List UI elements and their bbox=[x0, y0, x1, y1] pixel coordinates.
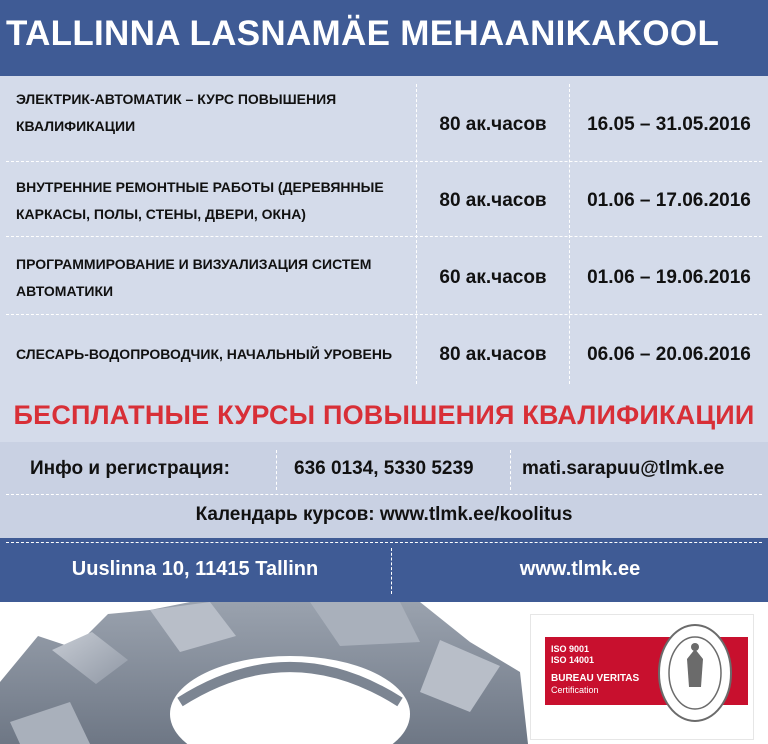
free-courses-text: БЕСПЛАТНЫЕ КУРСЫ ПОВЫШЕНИЯ КВАЛИФИКАЦИИ bbox=[13, 400, 755, 430]
course-dates: 16.05 – 31.05.2016 bbox=[587, 114, 751, 135]
course-name bbox=[16, 341, 396, 368]
course-table bbox=[0, 76, 768, 390]
course-hours: 80 ак.часов bbox=[439, 114, 547, 135]
course-name-line: СЛЕСАРЬ-ВОДОПРОВОДЧИК, НАЧАЛЬНЫЙ УРОВЕНЬ bbox=[16, 346, 393, 362]
header-banner bbox=[0, 0, 768, 76]
certification-badge bbox=[545, 637, 748, 705]
course-calendar-link[interactable]: Календарь курсов: www.tlmk.ee/koolitus bbox=[195, 504, 573, 525]
course-hours: 60 ак.часов bbox=[439, 267, 547, 288]
column-divider bbox=[510, 450, 511, 490]
info-section bbox=[0, 442, 768, 538]
course-hours: 80 ак.часов bbox=[439, 344, 547, 365]
footer-top-divider bbox=[6, 542, 762, 543]
row-divider bbox=[6, 494, 762, 495]
school-title: TALLINNA LASNAMÄE MEHAANIKAKOOL bbox=[6, 14, 720, 53]
website-link[interactable]: www.tlmk.ee bbox=[519, 558, 641, 580]
course-name bbox=[16, 86, 396, 140]
course-name-line: ПРОГРАММИРОВАНИЕ И ВИЗУАЛИЗАЦИЯ СИСТЕМ bbox=[16, 256, 372, 272]
column-divider bbox=[416, 84, 417, 384]
iso-9001-label: ISO 9001 bbox=[551, 644, 590, 654]
column-divider bbox=[569, 84, 570, 384]
certification-label: Certification bbox=[551, 685, 599, 695]
course-name-line: КАРКАСЫ, ПОЛЫ, СТЕНЫ, ДВЕРИ, ОКНА) bbox=[16, 206, 306, 222]
iso-14001-label: ISO 14001 bbox=[551, 655, 595, 665]
course-name bbox=[16, 251, 396, 305]
bureau-veritas-seal-icon bbox=[657, 623, 733, 723]
column-divider bbox=[276, 450, 277, 490]
course-name bbox=[16, 174, 396, 228]
course-dates: 06.06 – 20.06.2016 bbox=[587, 344, 751, 365]
row-divider bbox=[6, 161, 762, 162]
course-name-line: ВНУТРЕННИЕ РЕМОНТНЫЕ РАБОТЫ (ДЕРЕВЯННЫЕ bbox=[16, 179, 384, 195]
registration-label: Инфо и регистрация: bbox=[30, 458, 230, 479]
bureau-veritas-certification bbox=[530, 614, 754, 740]
row-divider bbox=[6, 314, 762, 315]
course-name-line: ЭЛЕКТРИК-АВТОМАТИК – КУРС ПОВЫШЕНИЯ bbox=[16, 91, 337, 107]
phone-numbers: 636 0134, 5330 5239 bbox=[294, 458, 474, 479]
row-divider bbox=[6, 236, 762, 237]
email-link[interactable]: mati.sarapuu@tlmk.ee bbox=[522, 458, 725, 479]
footer-bar bbox=[0, 538, 768, 602]
school-address: Uuslinna 10, 11415 Tallinn bbox=[71, 558, 319, 580]
course-name-line: КВАЛИФИКАЦИИ bbox=[16, 118, 136, 134]
course-name-line: АВТОМАТИКИ bbox=[16, 283, 114, 299]
bureau-veritas-label: BUREAU VERITAS bbox=[551, 673, 640, 684]
free-courses-banner bbox=[0, 390, 768, 442]
course-hours: 80 ак.часов bbox=[439, 190, 547, 211]
course-dates: 01.06 – 17.06.2016 bbox=[587, 190, 751, 211]
course-dates: 01.06 – 19.06.2016 bbox=[587, 267, 751, 288]
